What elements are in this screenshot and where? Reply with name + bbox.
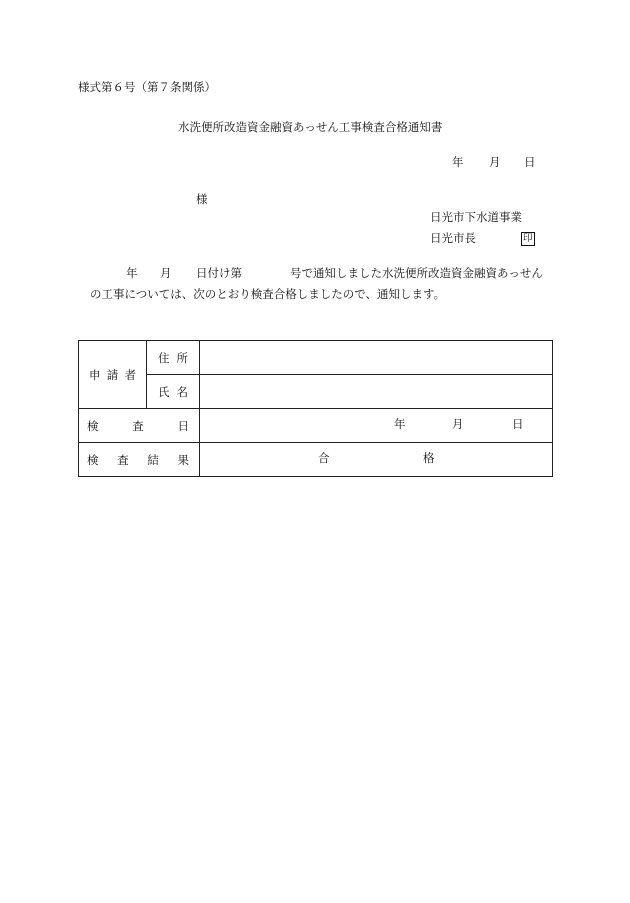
table-row [79, 409, 553, 443]
address-label-cell [147, 341, 200, 375]
inspection-table [78, 340, 553, 477]
document-title: 水洗便所改造資金融資あっせん工事検査合格通知書 [178, 120, 443, 134]
seal-mark [521, 232, 535, 246]
address-char: 所 [176, 350, 188, 365]
result-value-char: 合 [318, 451, 330, 465]
result-value-cell [200, 443, 553, 477]
body-month: 月 [160, 266, 172, 280]
addressee-suffix: 様 [196, 192, 208, 206]
body-line1-text: 号で通知しました水洗便所改造資金融資あっせん [290, 266, 543, 280]
inspection-year: 年 [394, 417, 406, 431]
sender-name: 日光市長 [430, 231, 476, 245]
date-day: 日 [524, 155, 536, 169]
result-value-char: 格 [423, 451, 435, 465]
table-row [79, 443, 553, 477]
date-year: 年 [452, 155, 464, 169]
applicant-char: 請 [106, 367, 119, 382]
inspection-date-value-cell [200, 409, 553, 443]
name-value-cell [200, 375, 553, 409]
name-char: 名 [176, 384, 188, 399]
address-char: 住 [158, 350, 170, 365]
body-day-ref: 日付け第 [196, 266, 242, 280]
inspection-date-char: 査 [132, 418, 144, 433]
sender-org: 日光市下水道事業 [430, 210, 522, 224]
applicant-label-cell [79, 341, 147, 409]
address-value-cell [200, 341, 553, 375]
name-char: 氏 [158, 384, 170, 399]
date-month: 月 [489, 155, 501, 169]
body-year: 年 [126, 266, 138, 280]
applicant-char: 者 [124, 367, 136, 382]
result-char: 果 [177, 452, 189, 467]
body-line2-text: の工事については、次のとおり検査合格しましたので、通知します。 [90, 287, 446, 301]
inspection-month: 月 [452, 417, 464, 431]
form-number: 様式第６号（第７条関係） [78, 80, 216, 94]
inspection-date-char: 検 [87, 418, 99, 433]
result-label-cell [79, 443, 200, 477]
inspection-day: 日 [512, 417, 524, 431]
inspection-date-label-cell [79, 409, 200, 443]
table-row [79, 341, 553, 375]
name-label-cell [147, 375, 200, 409]
inspection-date-char: 日 [177, 418, 189, 433]
result-char: 査 [117, 452, 129, 467]
table-row [79, 375, 553, 409]
result-char: 結 [147, 452, 159, 467]
applicant-char: 申 [89, 367, 101, 382]
seal-label: 印 [523, 233, 533, 244]
result-char: 検 [87, 452, 99, 467]
